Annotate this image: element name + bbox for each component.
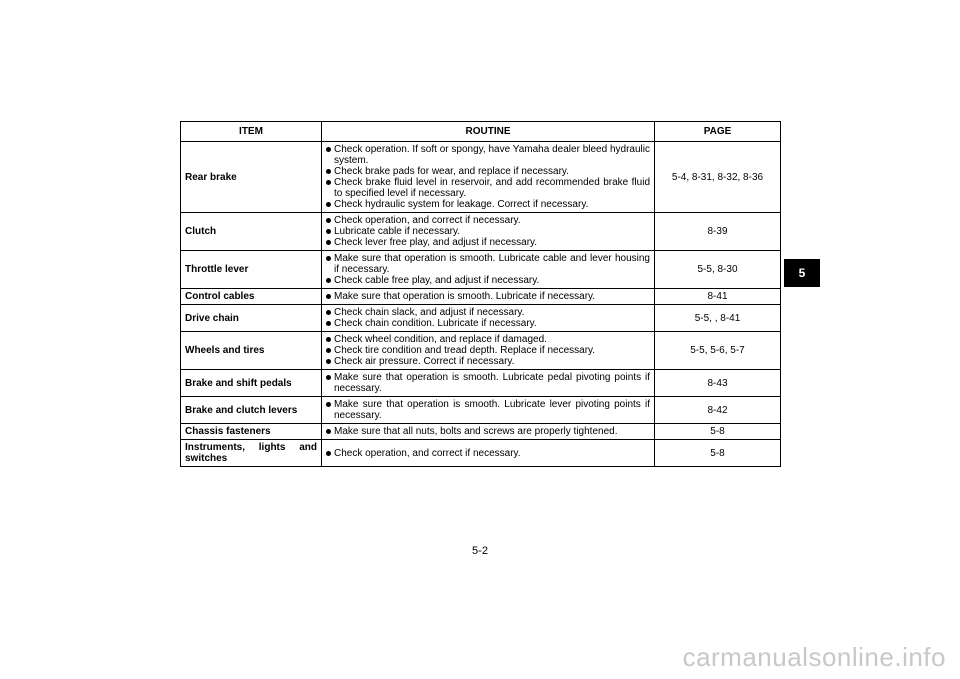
page-ref-cell: 5-8 [655, 440, 781, 467]
table-row [181, 440, 781, 467]
routine-cell [322, 305, 655, 332]
routine-list [326, 307, 650, 329]
page-number: 5-2 [472, 545, 488, 557]
routine-list-item: Check wheel condition, and replace if damaged. [326, 334, 650, 345]
page-ref-cell: 8-41 [655, 289, 781, 305]
table-row [181, 213, 781, 251]
item-cell: Brake and shift pedals [181, 370, 322, 397]
routine-list [326, 372, 650, 394]
table-header-row [181, 122, 781, 142]
page-ref-cell: 8-43 [655, 370, 781, 397]
watermark: carmanualsonline.info [682, 642, 946, 672]
header-routine: ROUTINE [322, 122, 655, 142]
routine-list [326, 291, 650, 302]
item-cell: Throttle lever [181, 251, 322, 289]
page-ref-cell: 8-42 [655, 397, 781, 424]
routine-cell [322, 397, 655, 424]
page-ref-cell: 5-5, 5-6, 5-7 [655, 332, 781, 370]
routine-cell [322, 332, 655, 370]
routine-list-item: Check brake pads for wear, and replace if necessary. [326, 166, 650, 177]
maintenance-table [180, 121, 781, 467]
table-row [181, 305, 781, 332]
routine-list-item: Make sure that operation is smooth. Lubricate if necessary. [326, 291, 650, 302]
routine-list-item: Check tire condition and tread depth. Replace if necessary. [326, 345, 650, 356]
item-cell: Rear brake [181, 142, 322, 213]
routine-cell [322, 213, 655, 251]
routine-list-item: Make sure that operation is smooth. Lubricate cable and lever housing if necessary. [326, 253, 650, 275]
routine-list [326, 144, 650, 210]
page-ref-cell: 5-5, , 8-41 [655, 305, 781, 332]
table-row [181, 397, 781, 424]
header-page: PAGE [655, 122, 781, 142]
routine-list-item: Check chain slack, and adjust if necessary. [326, 307, 650, 318]
table-row [181, 289, 781, 305]
table-row [181, 370, 781, 397]
routine-list-item: Check cable free play, and adjust if necessary. [326, 275, 650, 286]
routine-list-item: Check operation, and correct if necessary. [326, 448, 650, 459]
table-row [181, 332, 781, 370]
routine-cell [322, 440, 655, 467]
table-row [181, 424, 781, 440]
item-cell: Chassis fasteners [181, 424, 322, 440]
page-ref-cell: 5-5, 8-30 [655, 251, 781, 289]
routine-list-item: Check air pressure. Correct if necessary. [326, 356, 650, 367]
item-cell: Instruments, lights and switches [181, 440, 322, 467]
routine-list [326, 426, 650, 437]
table-row [181, 142, 781, 213]
header-item: ITEM [181, 122, 322, 142]
table-row [181, 251, 781, 289]
routine-list-item: Make sure that operation is smooth. Lubricate pedal pivoting points if necessary. [326, 372, 650, 394]
routine-list-item: Make sure that all nuts, bolts and screws are properly tightened. [326, 426, 650, 437]
routine-list-item: Check brake fluid level in reservoir, and add recommended brake fluid to specified level if necessary. [326, 177, 650, 199]
routine-cell [322, 370, 655, 397]
routine-list-item: Check chain condition. Lubricate if necessary. [326, 318, 650, 329]
routine-list-item: Lubricate cable if necessary. [326, 226, 650, 237]
item-cell: Clutch [181, 213, 322, 251]
routine-list-item: Check lever free play, and adjust if necessary. [326, 237, 650, 248]
page-ref-cell: 5-4, 8-31, 8-32, 8-36 [655, 142, 781, 213]
routine-list-item: Check operation. If soft or spongy, have Yamaha dealer bleed hydraulic system. [326, 144, 650, 166]
page-ref-cell: 8-39 [655, 213, 781, 251]
routine-list-item: Check operation, and correct if necessary. [326, 215, 650, 226]
routine-list [326, 399, 650, 421]
routine-list [326, 253, 650, 286]
item-cell: Drive chain [181, 305, 322, 332]
routine-cell [322, 424, 655, 440]
item-cell: Wheels and tires [181, 332, 322, 370]
routine-cell [322, 289, 655, 305]
chapter-tab: 5 [784, 259, 820, 287]
page-ref-cell: 5-8 [655, 424, 781, 440]
routine-list-item: Check hydraulic system for leakage. Correct if necessary. [326, 199, 650, 210]
routine-list [326, 334, 650, 367]
routine-list [326, 448, 650, 459]
routine-cell [322, 251, 655, 289]
routine-cell [322, 142, 655, 213]
item-cell: Brake and clutch levers [181, 397, 322, 424]
routine-list-item: Make sure that operation is smooth. Lubricate lever pivoting points if necessary. [326, 399, 650, 421]
item-cell: Control cables [181, 289, 322, 305]
routine-list [326, 215, 650, 248]
